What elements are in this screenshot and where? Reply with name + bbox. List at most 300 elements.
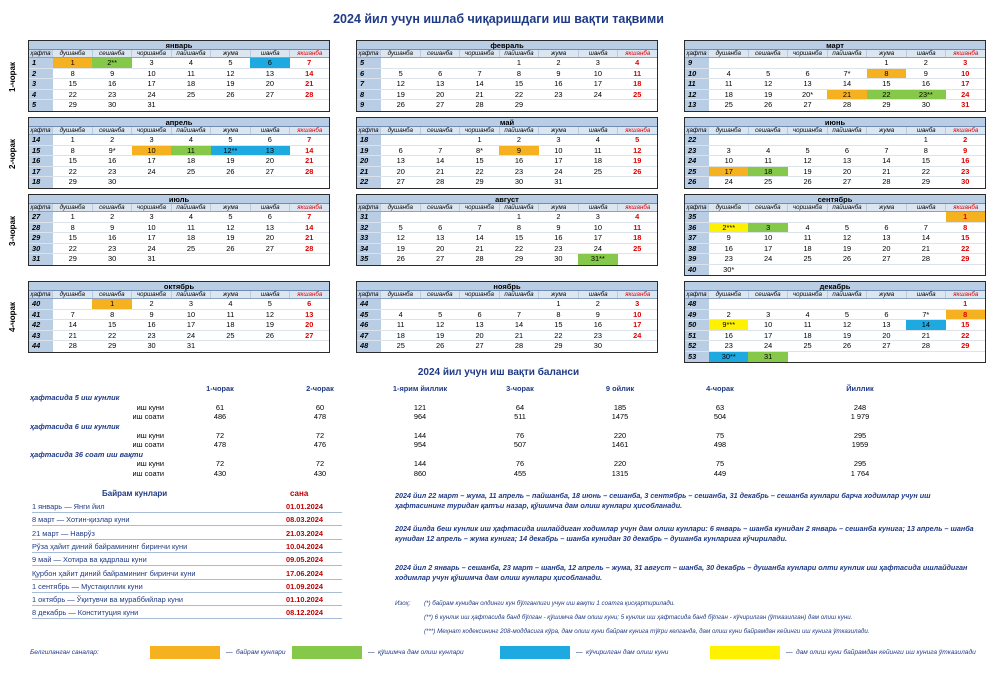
note-2: 2024 йилда беш кунлик иш ҳафтасида ишлайдиган ходимлар учун дам олиш кунлари: 6 январь – шанба кунидан 2 январь – сешанба кунига; 13 апрель – шанба кунидан 12 апрель – жума кунига; 14 декабрь – шанба кунидан 30 декабрь – душанба кунларига кўчирилади. (395, 524, 974, 543)
weekday-label: якшанба (625, 127, 651, 134)
balance-value: 64 (515, 402, 525, 412)
week-number: 3 (29, 79, 53, 89)
weekday-label: пайшанба (828, 204, 868, 211)
balance-value: 507 (513, 440, 527, 450)
week-number: 32 (357, 223, 381, 233)
day-cell: 25 (593, 166, 602, 176)
balance-value: 486 (213, 412, 227, 422)
day-cell: 28 (305, 243, 314, 253)
day-cell: 24 (724, 177, 733, 186)
weekday-label: сешанба (749, 127, 789, 134)
weekday-label: сешанба (421, 291, 461, 298)
day-cell: 23 (147, 330, 156, 340)
day-cell: 5 (635, 135, 640, 144)
weekday-label: шанба (251, 204, 291, 211)
day-cell: 13 (265, 68, 274, 78)
day-cell: 24 (554, 166, 563, 176)
week-row (685, 299, 985, 310)
day-cell: 24 (764, 254, 773, 263)
day-cell: 6 (438, 68, 443, 78)
day-cell (946, 265, 985, 276)
day-cell: 6 (844, 145, 850, 155)
day-cell: 19 (396, 243, 405, 253)
holiday-date: 01.01.2024 (286, 502, 323, 511)
holidays-date-header: сана (290, 489, 309, 498)
day-cell: 9 (499, 146, 538, 156)
holiday-row (32, 527, 342, 540)
weekday-label: сешанба (749, 204, 789, 211)
week-row (29, 135, 329, 146)
weekday-label: пайшанба (828, 291, 868, 298)
weekday-label: ҳафта (357, 291, 381, 298)
day-cell (788, 212, 827, 222)
weekday-label: душанба (381, 127, 421, 134)
day-cell: 25 (633, 243, 642, 253)
week-number: 27 (29, 212, 53, 222)
weekday-label: ҳафта (29, 50, 53, 57)
week-row (357, 69, 657, 80)
day-cell: 26 (803, 177, 812, 186)
day-cell: 3 (595, 58, 600, 67)
day-cell: 22 (867, 90, 906, 100)
day-cell: 13 (882, 320, 891, 329)
day-cell: 6 (307, 299, 312, 308)
day-cell: 28 (921, 341, 930, 350)
weekday-label: шанба (579, 50, 619, 57)
balance-value: 511 (514, 412, 526, 422)
day-cell (788, 299, 827, 309)
day-cell: 12 (842, 320, 852, 329)
day-cell: 5 (228, 58, 233, 67)
day-cell (381, 212, 420, 222)
day-cell (709, 135, 748, 145)
week-row (29, 167, 329, 178)
day-cell: 17 (593, 233, 602, 242)
balance-value: 478 (213, 440, 227, 450)
day-cell (867, 352, 906, 363)
balance-value: 478 (313, 412, 327, 422)
day-cell: 16 (108, 233, 117, 242)
day-cell: 20 (305, 320, 314, 329)
week-number: 5 (357, 58, 381, 68)
balance-row (30, 469, 970, 478)
day-cell: 19 (396, 89, 405, 99)
day-cell: 6 (884, 309, 889, 319)
day-cell (290, 100, 329, 111)
day-cell: 17 (186, 320, 196, 329)
day-cell (460, 58, 499, 68)
day-cell: 29 (554, 341, 563, 350)
day-cell: 15 (921, 156, 930, 165)
week-number: 48 (685, 299, 709, 309)
day-cell (420, 212, 459, 222)
weekday-label: жума (867, 127, 907, 134)
day-cell (211, 177, 250, 188)
week-number: 26 (685, 177, 709, 188)
day-cell: 30 (921, 100, 930, 109)
week-number: 17 (29, 167, 53, 177)
day-cell: 15 (961, 320, 970, 329)
day-cell: 14 (68, 320, 77, 329)
day-cell (250, 100, 289, 111)
day-cell: 3 (635, 299, 640, 308)
day-cell: 2 (556, 212, 561, 221)
week-row (685, 352, 985, 363)
holiday-row (32, 500, 342, 513)
weekday-label: якшанба (953, 127, 979, 134)
week-number: 42 (29, 320, 53, 330)
balance-value: 1461 (611, 440, 629, 450)
month-3 (684, 40, 986, 112)
week-row (29, 244, 329, 255)
day-cell: 8 (867, 69, 906, 79)
weekday-label: сешанба (421, 50, 461, 57)
week-number: 1 (29, 58, 53, 68)
day-cell: 3 (766, 309, 771, 319)
week-number: 31 (29, 254, 53, 265)
day-cell: 23 (554, 243, 563, 253)
day-cell: 29 (961, 254, 970, 263)
week-number: 44 (29, 341, 53, 352)
day-cell: 24 (764, 341, 773, 350)
day-cell: 19 (226, 233, 235, 242)
week-number: 9 (357, 100, 381, 111)
week-number: 5 (29, 100, 53, 111)
week-row (685, 90, 985, 101)
holiday-name: 1 январь — Янги йил (32, 502, 105, 511)
weekday-label: жума (539, 204, 579, 211)
day-cell: 27 (265, 243, 274, 253)
weekday-label: шанба (907, 204, 947, 211)
day-cell: 19 (436, 330, 445, 340)
weekday-label: ҳафта (29, 291, 53, 298)
week-number: 28 (29, 223, 53, 233)
week-row (357, 320, 657, 331)
day-cell: 30** (709, 352, 748, 363)
day-cell: 17 (147, 156, 156, 165)
holiday-name: Рўза ҳайит диний байрамининг биринчи куни (32, 541, 188, 551)
week-number: 18 (357, 135, 381, 145)
day-cell: 14 (475, 233, 484, 242)
footnote-3: (***) Меҳнат кодексининг 208-моддасига кўра, дам олиш куни байрам кунига тўғри келганда, дам олиш куни байрамдан кейинги иш кунига ўтказилади. (424, 628, 870, 635)
day-cell: 29 (514, 254, 524, 263)
balance-value: 1475 (611, 412, 629, 422)
balance-row-label: иш куни (136, 459, 164, 469)
day-cell: 8 (516, 68, 522, 78)
weekday-label: якшанба (297, 204, 323, 211)
weekday-header (29, 204, 329, 212)
day-cell (420, 299, 459, 309)
weekday-label: жума (867, 291, 907, 298)
holiday-date: 08.03.2024 (286, 515, 323, 525)
holiday-date: 01.10.2024 (286, 595, 323, 605)
day-cell: 4 (635, 212, 640, 221)
day-cell (867, 265, 906, 276)
day-cell: 16 (554, 79, 563, 88)
weekday-header (357, 291, 657, 299)
weekday-header (357, 204, 657, 212)
weekday-header (685, 204, 985, 212)
day-cell: 8 (70, 68, 75, 78)
week-row (357, 254, 657, 265)
day-cell (788, 58, 827, 68)
legend-text-moved-day-off: кўчирилган дам олиш куни (586, 649, 669, 656)
day-cell (171, 254, 210, 265)
day-cell: 17 (961, 79, 970, 88)
day-cell: 8 (556, 309, 561, 319)
day-cell: 10 (554, 145, 563, 155)
month-name: июнь (685, 118, 985, 127)
day-cell: 12 (226, 68, 235, 78)
day-cell (788, 352, 827, 363)
month-4 (28, 117, 330, 189)
balance-value: 72 (215, 430, 225, 440)
day-cell: 12 (265, 309, 274, 319)
month-12 (684, 281, 986, 363)
day-cell: 23 (108, 166, 117, 176)
holiday-date: 08.12.2024 (286, 608, 323, 618)
week-number: 9 (685, 58, 709, 68)
day-cell: 24 (593, 243, 602, 253)
week-number: 15 (29, 146, 53, 156)
week-row (357, 212, 657, 223)
day-cell: 27 (882, 254, 891, 263)
weekday-label: пайшанба (500, 204, 540, 211)
day-cell: 6 (250, 58, 289, 68)
weekday-header (357, 127, 657, 135)
weekday-label: пайшанба (172, 127, 212, 134)
day-cell (250, 177, 289, 188)
week-number: 12 (685, 90, 709, 100)
weekday-label: якшанба (953, 291, 979, 298)
day-cell: 7 (307, 135, 312, 144)
day-cell: 18 (593, 156, 602, 165)
day-cell: 22 (68, 243, 77, 253)
holiday-name: 9 май — Хотира ва қадрлаш куни (32, 555, 147, 565)
day-cell: 4 (766, 145, 771, 155)
day-cell: 31** (578, 254, 617, 265)
weekday-label: сешанба (93, 127, 133, 134)
day-cell: 5 (398, 68, 403, 78)
day-cell: 17 (709, 167, 748, 177)
weekday-header (29, 50, 329, 58)
day-cell: 24 (633, 330, 642, 340)
weekday-label: душанба (53, 127, 93, 134)
week-row (685, 331, 985, 342)
weekday-label: чоршанба (788, 291, 828, 298)
day-cell: 15 (882, 79, 891, 88)
weekday-header (685, 50, 985, 58)
day-cell (827, 212, 866, 222)
legend (30, 646, 976, 660)
day-cell (867, 212, 906, 222)
week-row (685, 58, 985, 69)
day-cell: 12 (633, 145, 642, 155)
day-cell (290, 341, 329, 352)
week-number: 34 (357, 244, 381, 254)
day-cell: 29 (68, 177, 77, 186)
day-cell (381, 58, 420, 68)
day-cell (788, 265, 827, 276)
day-cell: 4 (188, 212, 194, 221)
weekday-label: якшанба (625, 291, 651, 298)
balance-row-label: иш соати (132, 412, 164, 422)
day-cell: 28 (475, 100, 484, 109)
day-cell: 25 (803, 254, 812, 263)
day-cell: 21 (921, 243, 930, 253)
weekday-label: чоршанба (788, 204, 828, 211)
day-cell: 2 (726, 309, 731, 319)
day-cell: 19 (265, 320, 274, 329)
day-cell: 28 (842, 100, 852, 109)
day-cell: 8* (476, 145, 484, 155)
day-cell (709, 212, 748, 222)
holiday-name: 8 март — Хотин-қизлар куни (32, 515, 130, 525)
week-row (685, 177, 985, 188)
balance-value: 455 (513, 468, 527, 478)
day-cell: 12 (396, 233, 405, 242)
day-cell: 31 (554, 177, 563, 186)
day-cell (290, 254, 329, 265)
day-cell: 26 (842, 254, 852, 263)
day-cell: 21 (68, 330, 77, 340)
balance-value: 1 979 (850, 412, 870, 422)
day-cell: 2 (110, 212, 115, 221)
week-number: 22 (357, 177, 381, 188)
day-cell: 29 (961, 341, 970, 350)
balance-column-header: 1-ярим йиллик (392, 384, 448, 393)
week-number: 48 (357, 341, 381, 352)
balance-table (30, 384, 970, 478)
day-cell: 15 (514, 79, 524, 88)
day-cell: 1 (556, 299, 561, 308)
day-cell: 1 (946, 212, 985, 222)
day-cell: 20 (882, 243, 891, 253)
week-number: 44 (357, 299, 381, 309)
day-cell (827, 135, 866, 145)
weekday-label: пайшанба (172, 50, 212, 57)
day-cell: 11 (396, 320, 405, 329)
week-row (357, 341, 657, 352)
day-cell: 11 (633, 222, 642, 232)
week-number: 2 (29, 69, 53, 79)
day-cell: 3 (595, 212, 600, 221)
weekday-label: чоршанба (460, 50, 500, 57)
day-cell: 10 (764, 233, 773, 242)
week-number: 45 (357, 310, 381, 320)
month-name: сентябрь (685, 195, 985, 204)
balance-column-header: 1-чорак (206, 384, 234, 393)
balance-corner (30, 384, 170, 393)
week-row (357, 331, 657, 342)
day-cell (709, 58, 748, 68)
day-cell: 11 (724, 79, 733, 88)
day-cell: 6 (267, 135, 272, 144)
day-cell: 13 (265, 222, 274, 232)
balance-value: 185 (613, 402, 627, 412)
weekday-header (29, 291, 329, 299)
weekday-label: ҳафта (685, 291, 709, 298)
day-cell: 25 (396, 341, 405, 350)
day-cell (290, 177, 329, 188)
day-cell: 1 (477, 135, 482, 144)
week-number: 8 (357, 90, 381, 100)
day-cell: 23 (108, 243, 117, 253)
legend-swatch-moved-day-off (500, 646, 570, 659)
week-row (357, 100, 657, 111)
weekday-label: пайшанба (500, 291, 540, 298)
week-row (357, 244, 657, 255)
balance-value: 144 (413, 430, 427, 440)
weekday-label: душанба (53, 50, 93, 57)
weekday-label: душанба (381, 50, 421, 57)
weekday-label: пайшанба (828, 50, 868, 57)
month-10 (28, 281, 330, 353)
day-cell: 28 (305, 166, 314, 176)
day-cell: 14 (475, 79, 484, 88)
day-cell: 25 (633, 89, 642, 99)
day-cell: 12 (396, 79, 405, 88)
week-row (29, 320, 329, 331)
day-cell: 11 (803, 320, 812, 329)
holiday-name: Қурбон ҳайит диний байрамининг биринчи куни (32, 568, 196, 578)
day-cell: 22 (961, 330, 970, 340)
week-number: 25 (685, 167, 709, 177)
day-cell: 9 (923, 68, 928, 78)
month-8 (356, 194, 658, 266)
month-6 (684, 117, 986, 189)
week-number: 40 (685, 265, 709, 276)
day-cell: 4 (398, 309, 403, 319)
day-cell (906, 299, 945, 309)
day-cell: 14 (514, 320, 524, 329)
week-number: 19 (357, 146, 381, 156)
day-cell: 19 (803, 166, 812, 176)
day-cell: 25 (803, 341, 812, 350)
weekday-label: душанба (381, 204, 421, 211)
balance-value: 72 (315, 430, 325, 440)
legend-swatch-holiday (150, 646, 220, 659)
week-row (357, 299, 657, 310)
day-cell: 14 (305, 222, 314, 232)
day-cell: 6 (884, 222, 889, 232)
weekday-label: жума (211, 50, 251, 57)
day-cell: 3 (188, 299, 194, 308)
day-cell: 25 (724, 100, 733, 109)
day-cell: 1 (70, 212, 75, 221)
day-cell: 5 (844, 222, 850, 232)
day-cell: 23** (906, 90, 945, 100)
day-cell (460, 212, 499, 222)
day-cell: 29 (68, 254, 77, 263)
quarter-label-2: 2-чорак (8, 139, 17, 170)
balance-row-label: иш куни (136, 430, 164, 440)
day-cell: 1 (92, 299, 131, 309)
weekday-label: ҳафта (685, 50, 709, 57)
day-cell (827, 299, 866, 309)
day-cell: 16 (961, 156, 970, 165)
balance-column-header: 3-чорак (506, 384, 534, 393)
month-name: июль (29, 195, 329, 204)
week-row (685, 223, 985, 234)
balance-column-header: 2-чорак (306, 384, 334, 393)
week-row (29, 212, 329, 223)
holiday-name: 21 март — Наврўз (32, 528, 95, 538)
day-cell: 8 (110, 309, 115, 319)
day-cell: 27 (305, 330, 314, 340)
balance-value: 248 (853, 402, 867, 412)
balance-row (30, 440, 970, 449)
